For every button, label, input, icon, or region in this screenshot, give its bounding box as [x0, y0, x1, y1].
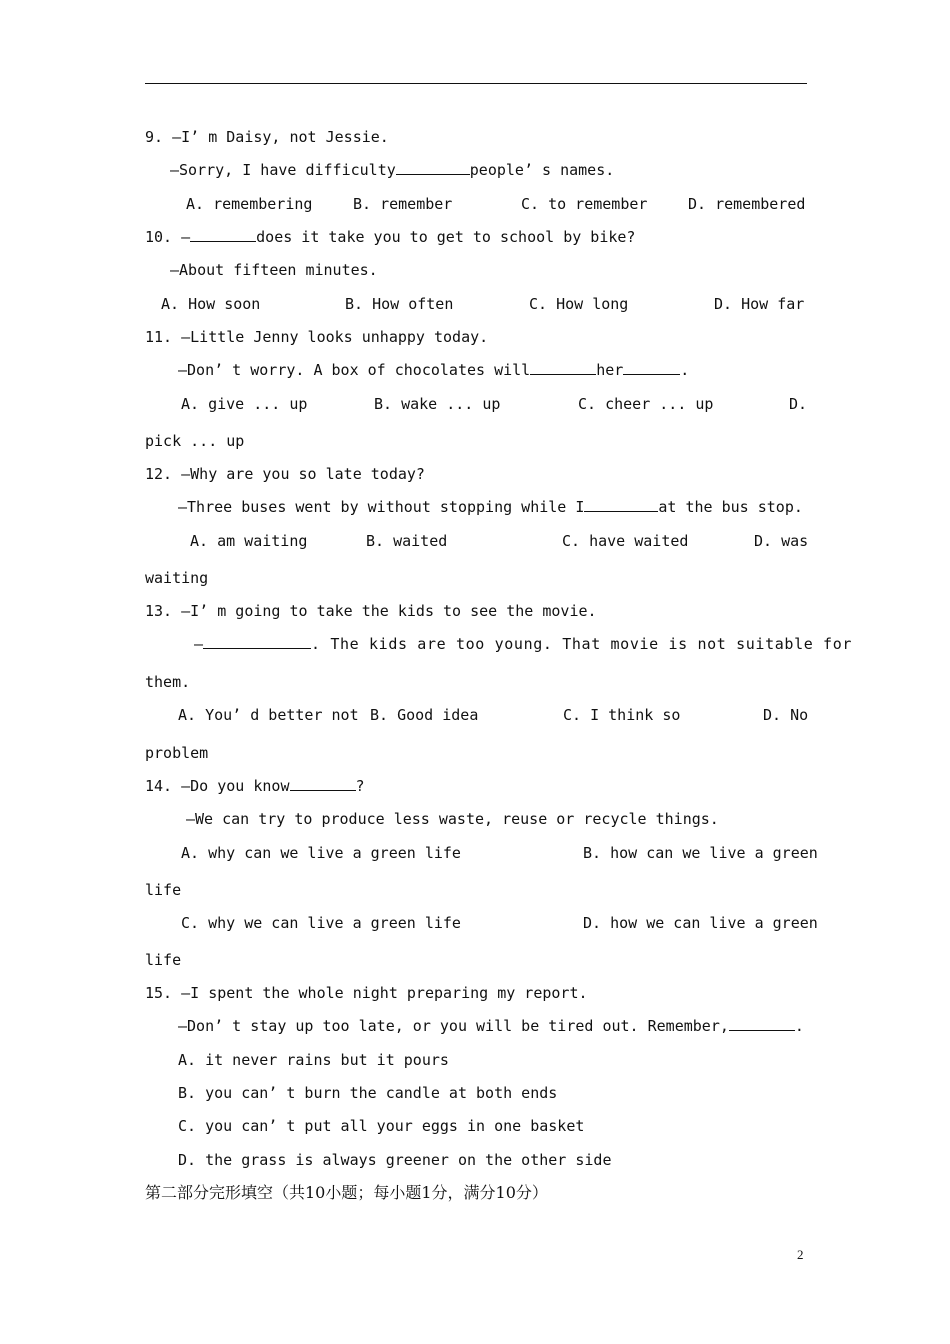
q14-option-c: C. why we can live a green life — [181, 914, 461, 932]
q13-answer-cont: them. — [145, 673, 191, 691]
q14-answer: —We can try to produce less waste, reuse or recycle things. — [186, 810, 719, 828]
q15-option-c: C. you can’ t put all your eggs in one basket — [178, 1117, 585, 1135]
q9-option-c: C. to remember — [521, 195, 648, 213]
q9-question: 9. —I’ m Daisy, not Jessie. — [145, 128, 389, 146]
q12-option-d-label: D. was — [754, 532, 809, 550]
section-heading: 第二部分完形填空（共10小题；每小题1分，满分10分） — [145, 1183, 548, 1202]
q10-answer: —About fifteen minutes. — [170, 261, 378, 279]
q14-option-b-cont: life — [145, 881, 182, 899]
q13-option-a: A. You’ d better not — [178, 706, 359, 724]
q14-question: 14. —Do you know ? — [145, 777, 365, 795]
q14-option-d: D. how we can live a green — [583, 914, 818, 932]
q11-option-a: A. give ... up — [181, 395, 308, 413]
q14-option-b: B. how can we live a green — [583, 844, 818, 862]
q10-option-a: A. How soon — [161, 295, 261, 313]
q12-option-c: C. have waited — [562, 532, 689, 550]
q9-blank — [396, 160, 470, 175]
header-rule — [145, 83, 807, 84]
q9-option-d: D. remembered — [688, 195, 806, 213]
q9-option-b: B. remember — [353, 195, 453, 213]
q15-answer: —Don’ t stay up too late, or you will be tired out. Remember, . — [178, 1017, 804, 1035]
q10-option-c: C. How long — [529, 295, 629, 313]
q11-blank-2 — [623, 360, 680, 375]
q12-answer: —Three buses went by without stopping while I at the bus stop. — [178, 498, 803, 516]
q12-option-a: A. am waiting — [190, 532, 308, 550]
q12-question: 12. —Why are you so late today? — [145, 465, 425, 483]
q15-blank — [729, 1016, 795, 1031]
q9-option-a: A. remembering — [186, 195, 313, 213]
q12-option-b: B. waited — [366, 532, 448, 550]
q11-option-d-label: D. — [789, 395, 808, 413]
q13-option-b: B. Good idea — [370, 706, 479, 724]
q10-option-d: D. How far — [714, 295, 805, 313]
q13-option-d-label: D. No — [763, 706, 809, 724]
page-number: 2 — [797, 1247, 804, 1262]
q9-answer: —Sorry, I have difficulty people’ s names. — [170, 161, 615, 179]
q11-answer: —Don’ t worry. A box of chocolates will her . — [178, 361, 690, 379]
q13-option-d-text: problem — [145, 744, 209, 762]
q10-option-b: B. How often — [345, 295, 454, 313]
q14-option-a: A. why can we live a green life — [181, 844, 461, 862]
q10-blank — [190, 227, 256, 242]
q12-option-d-text: waiting — [145, 569, 209, 587]
q13-question: 13. —I’ m going to take the kids to see the movie. — [145, 602, 597, 620]
q11-question: 11. —Little Jenny looks unhappy today. — [145, 328, 489, 346]
q10-question: 10. — does it take you to get to school by bike? — [145, 228, 636, 246]
q14-option-d-cont: life — [145, 951, 182, 969]
q13-option-c: C. I think so — [563, 706, 681, 724]
q15-option-b: B. you can’ t burn the candle at both ends — [178, 1084, 558, 1102]
q11-option-d-text: pick ... up — [145, 432, 245, 450]
q13-blank — [203, 634, 311, 649]
q15-option-d: D. the grass is always greener on the other side — [178, 1151, 612, 1169]
q11-blank-1 — [530, 360, 596, 375]
q13-answer: — . The kids are too young. That movie is not suitable for — [194, 635, 853, 653]
q14-blank — [290, 776, 356, 791]
q15-option-a: A. it never rains but it pours — [178, 1051, 449, 1069]
q15-question: 15. —I spent the whole night preparing my report. — [145, 984, 588, 1002]
q11-option-c: C. cheer ... up — [578, 395, 714, 413]
q11-option-b: B. wake ... up — [374, 395, 501, 413]
q12-blank — [584, 497, 658, 512]
